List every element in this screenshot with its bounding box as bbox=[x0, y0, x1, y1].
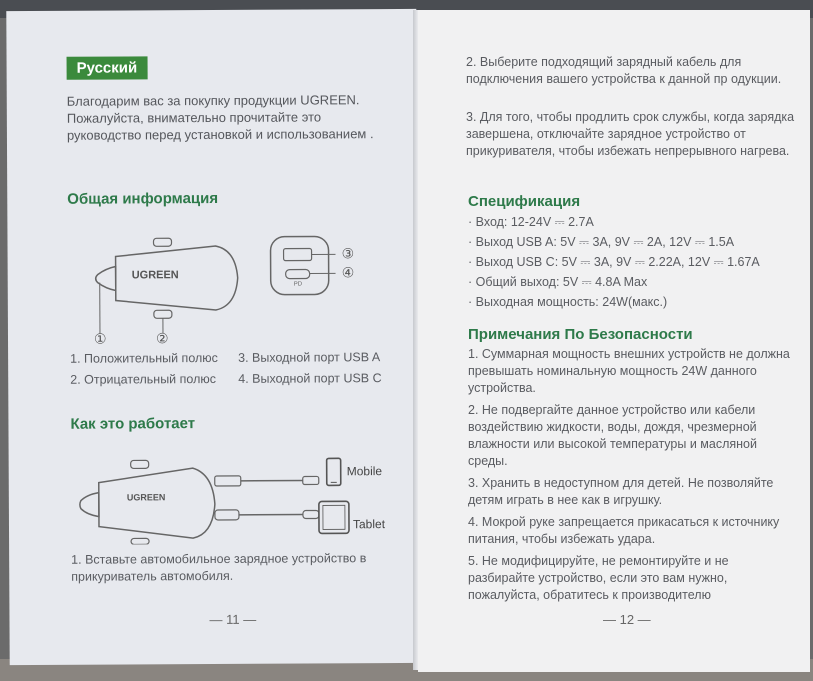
connection-diagram bbox=[75, 453, 335, 544]
tablet-icon bbox=[317, 499, 351, 535]
charger-front-diagram bbox=[265, 231, 335, 301]
callout-4: ④ bbox=[341, 264, 355, 281]
legend-item-4: 4. Выходной порт USB C bbox=[238, 371, 382, 386]
spec-item: · Выход USB A: 5V ⎓ 3A, 9V ⎓ 2A, 12V ⎓ 1.5A bbox=[468, 235, 735, 249]
page-number-left: — 11 — bbox=[209, 611, 257, 628]
callout-1: ① bbox=[93, 330, 107, 347]
spec-heading: Спецификация bbox=[468, 193, 581, 210]
spec-item: · Вход: 12-24V ⎓ 2.7A bbox=[468, 215, 594, 229]
tablet-label: Tablet bbox=[352, 517, 386, 532]
safety-heading: Примечания По Безопасности bbox=[468, 326, 693, 343]
legend-item-2: 2. Отрицательный полюс bbox=[70, 371, 217, 387]
language-tag: Русский bbox=[67, 56, 148, 79]
page-number-right: — 12 — bbox=[603, 612, 651, 627]
step-3: 3. Для того, чтобы продлить срок службы, когда зарядка завершена, отключайте зарядное устройство от прикуривателя, чтобы избежать непрерывного нагрева. bbox=[466, 110, 795, 158]
device-brand-label: UGREEN bbox=[131, 269, 179, 282]
safety-note: 1. Суммарная мощность внешних устройств не должна превышать номинальную мощность 24W данного устройства. bbox=[468, 347, 790, 395]
legend-item-1: 1. Положительный полюс bbox=[70, 350, 218, 366]
left-page bbox=[6, 9, 419, 665]
spec-item: · Выход USB C: 5V ⎓ 3A, 9V ⎓ 2.22A, 12V ⎓ 1.67A bbox=[468, 255, 760, 269]
how-it-works-heading: Как это работает bbox=[70, 415, 196, 433]
callout-2: ② bbox=[155, 330, 169, 347]
right-page bbox=[418, 10, 810, 672]
intro-text: Благодарим вас за покупку продукции UGREEN. Пожалуйста, внимательно прочитайте это руководство перед установкой и использованием . bbox=[66, 92, 374, 143]
safety-note: 2. Не подвергайте данное устройство или кабели воздействию жидкости, воды, дождя, чрезмерной влажности или высокой температуры и масляной среды. bbox=[468, 403, 757, 468]
legend-item-3: 3. Выходной порт USB A bbox=[238, 350, 381, 365]
mobile-icon bbox=[325, 457, 343, 487]
mobile-label: Mobile bbox=[346, 464, 383, 479]
safety-note: 5. Не модифицируйте, не ремонтируйте и не разбирайте устройство, если это вам нужно, пожалуйста, обратитесь к производителю bbox=[468, 554, 729, 602]
safety-note: 3. Хранить в недоступном для детей. Не позволяйте детям играть в нее как в игрушку. bbox=[468, 476, 774, 507]
spec-item: · Выходная мощность: 24W(макс.) bbox=[468, 295, 668, 309]
safety-note: 4. Мокрой руке запрещается прикасаться к источнику питания, чтобы избежать удара. bbox=[468, 515, 780, 546]
pd-label: PD bbox=[293, 281, 303, 288]
spec-item: · Общий выход: 5V ⎓ 4.8A Max bbox=[468, 275, 648, 289]
step-2: 2. Выберите подходящий зарядный кабель для подключения вашего устройства к данной пр одукции. bbox=[466, 55, 782, 86]
step-1: 1. Вставьте автомобильное зарядное устройство в прикуриватель автомобиля. bbox=[71, 551, 367, 584]
device-brand-label-2: UGREEN bbox=[126, 492, 166, 503]
spec-list bbox=[468, 214, 798, 314]
general-info-heading: Общая информация bbox=[67, 189, 219, 208]
safety-notes-list bbox=[468, 346, 798, 609]
callout-3: ③ bbox=[341, 245, 355, 262]
